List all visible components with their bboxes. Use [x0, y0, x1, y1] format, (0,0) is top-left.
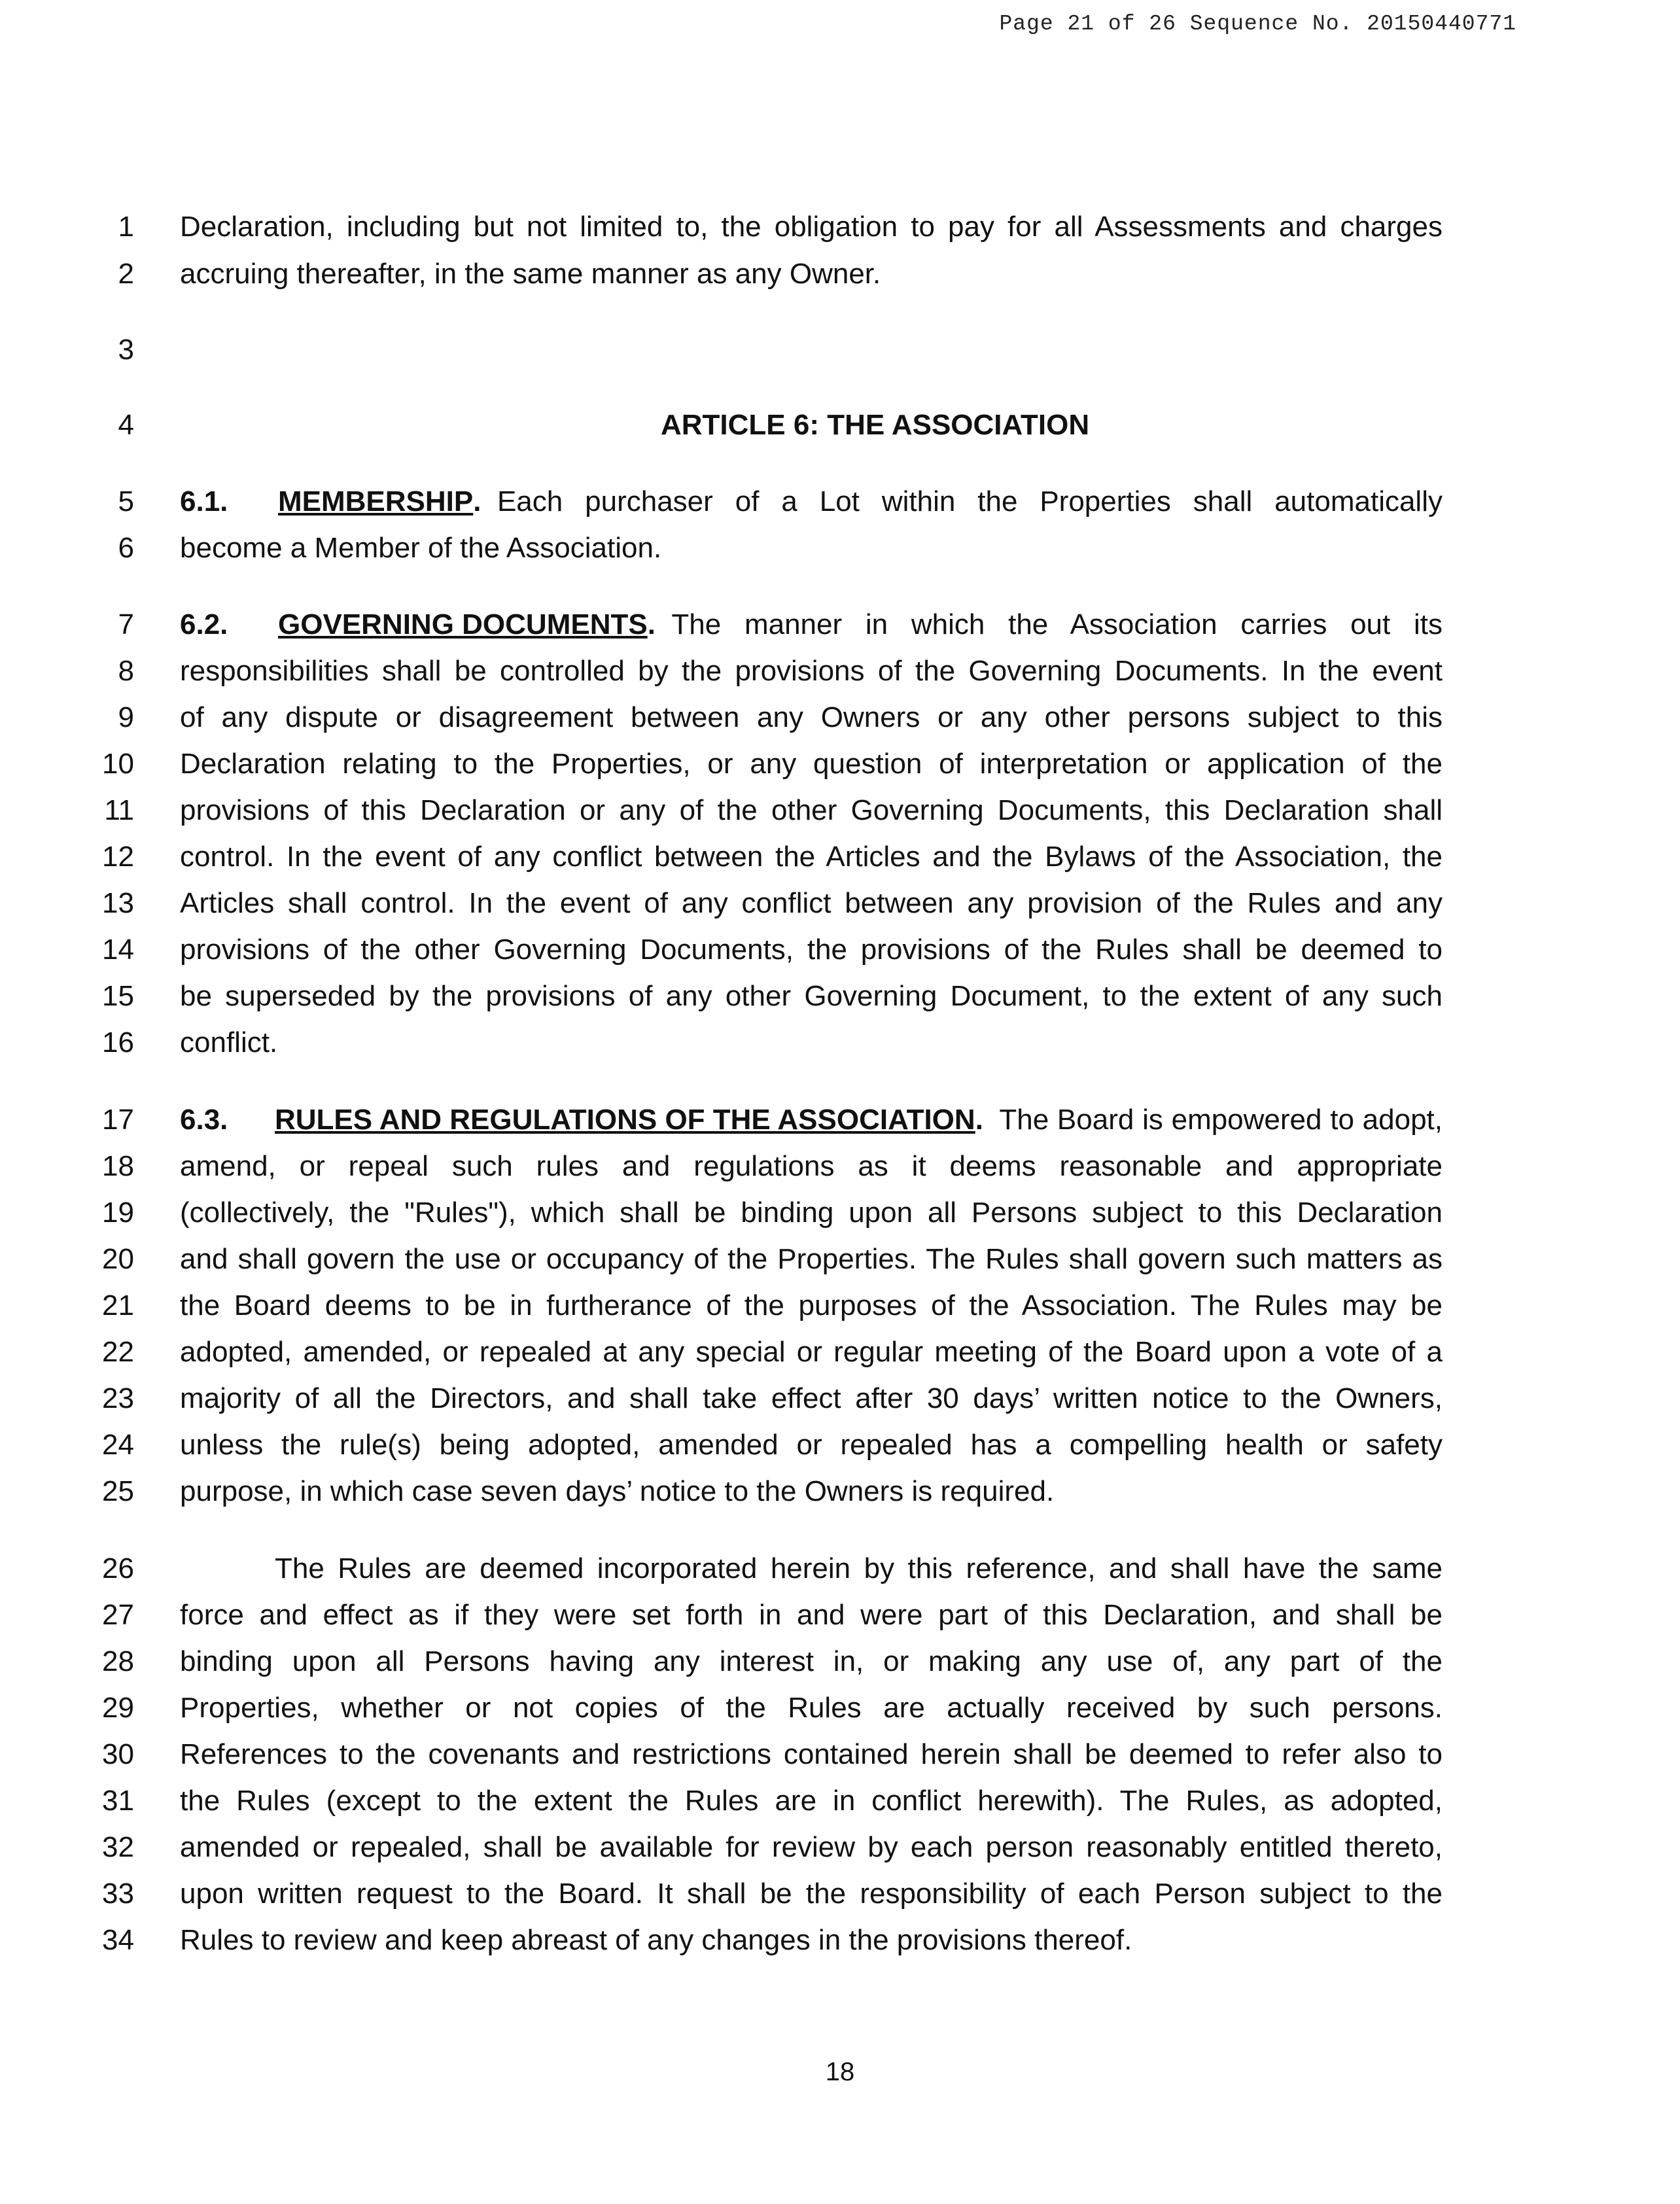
line-number: 31 — [102, 1785, 134, 1817]
document-line — [0, 1778, 1680, 1824]
document-line — [0, 1190, 1680, 1236]
line-text: the Board deems to be in furtherance of the purposes of the Association. The Rules may be — [180, 1289, 1443, 1321]
document-line — [0, 1283, 1680, 1329]
document-line — [0, 1825, 1680, 1870]
document-line — [0, 1422, 1680, 1468]
document-line — [0, 1592, 1680, 1638]
line-text: force and effect as if they were set forth in and were part of this Declaration, and shall be — [180, 1599, 1443, 1631]
line-number: 4 — [118, 409, 134, 441]
document-line — [0, 741, 1680, 787]
section-title: GOVERNING DOCUMENTS — [278, 608, 648, 640]
line-text: unless the rule(s) being adopted, amended or repealed has a compelling health or safety — [180, 1429, 1443, 1461]
line-number: 29 — [102, 1692, 134, 1724]
line-number: 33 — [102, 1878, 134, 1910]
line-text: of any dispute or disagreement between any Owners or any other persons subject to this — [180, 701, 1443, 733]
line-number: 22 — [102, 1336, 134, 1368]
line-text: Rules to review and keep abreast of any changes in the provisions thereof. — [180, 1924, 1132, 1956]
section-line — [180, 1097, 1443, 1143]
line-number: 9 — [118, 701, 134, 733]
document-line — [0, 1917, 1680, 1963]
line-number: 15 — [102, 980, 134, 1012]
line-text: become a Member of the Association. — [180, 532, 662, 564]
section-text: The Board is empowered to adopt, — [999, 1104, 1443, 1136]
line-text: provisions of this Declaration or any of the other Governing Documents, this Declaration shall — [180, 794, 1443, 826]
document-line — [0, 648, 1680, 694]
line-text: Declaration, including but not limited to, the obligation to pay for all Assessments and charges — [180, 211, 1443, 243]
line-number: 34 — [102, 1924, 134, 1956]
line-text: conflict. — [180, 1026, 278, 1058]
line-number: 1 — [118, 211, 134, 243]
document-line — [0, 1097, 1680, 1143]
line-number: 23 — [102, 1382, 134, 1414]
line-number: 30 — [102, 1738, 134, 1770]
line-number: 27 — [102, 1599, 134, 1631]
line-number: 24 — [102, 1429, 134, 1461]
document-line — [0, 1546, 1680, 1592]
document-line — [0, 1020, 1680, 1066]
line-number: 17 — [102, 1104, 134, 1136]
line-number: 2 — [118, 258, 134, 290]
line-text: The Rules are deemed incorporated herein by this reference, and shall have the same — [275, 1552, 1443, 1584]
section-text: The manner in which the Association carries out its — [671, 608, 1443, 640]
line-text: References to the covenants and restrictions contained herein shall be deemed to refer also to — [180, 1738, 1443, 1770]
line-text: adopted, amended, or repealed at any special or regular meeting of the Board upon a vote of a — [180, 1336, 1443, 1368]
line-number: 11 — [104, 794, 134, 826]
section-title-period: . — [975, 1104, 1000, 1136]
document-line — [0, 525, 1680, 571]
line-text: the Rules (except to the extent the Rules are in conflict herewith). The Rules, as adopted, — [180, 1785, 1443, 1817]
section-text: Each purchaser of a Lot within the Properties shall automatically — [497, 485, 1443, 517]
line-number: 12 — [102, 841, 134, 873]
document-line — [0, 1144, 1680, 1189]
document-line — [0, 695, 1680, 741]
section-line — [180, 602, 1443, 648]
line-number: 25 — [102, 1475, 134, 1507]
document-line — [0, 1639, 1680, 1685]
document-line — [0, 927, 1680, 973]
document-line — [0, 1685, 1680, 1731]
document-line — [0, 479, 1680, 525]
document-line — [0, 327, 1680, 373]
line-text: and shall govern the use or occupancy of the Properties. The Rules shall govern such matters as — [180, 1243, 1443, 1275]
section-title-period: . — [647, 608, 672, 640]
line-number: 6 — [118, 532, 134, 564]
section-title: RULES AND REGULATIONS OF THE ASSOCIATION — [275, 1104, 975, 1136]
line-text: responsibilities shall be controlled by the provisions of the Governing Documents. In the event — [180, 655, 1443, 687]
line-text: Properties, whether or not copies of the Rules are actually received by such persons. — [180, 1692, 1443, 1724]
line-text: amend, or repeal such rules and regulations as it deems reasonable and appropriate — [180, 1150, 1443, 1182]
line-text: majority of all the Directors, and shall take effect after 30 days’ written notice to the Owners, — [180, 1382, 1443, 1414]
page-header: Page 21 of 26 Sequence No. 20150440771 — [999, 12, 1516, 36]
line-text: Declaration relating to the Properties, or any question of interpretation or application of the — [180, 748, 1443, 780]
line-text: provisions of the other Governing Documents, the provisions of the Rules shall be deemed to — [180, 934, 1443, 966]
line-text: accruing thereafter, in the same manner as any Owner. — [180, 258, 881, 290]
document-line — [0, 204, 1680, 250]
document-line — [0, 402, 1680, 448]
document-line — [0, 1376, 1680, 1422]
line-text: control. In the event of any conflict between the Articles and the Bylaws of the Association, the — [180, 841, 1443, 873]
line-number: 20 — [102, 1243, 134, 1275]
line-number: 3 — [118, 334, 134, 366]
document-line — [0, 1236, 1680, 1282]
document-line — [0, 1329, 1680, 1375]
section-number: 6.1. — [180, 485, 228, 517]
line-number: 32 — [102, 1831, 134, 1863]
line-text: amended or repealed, shall be available for review by each person reasonably entitled thereto, — [180, 1831, 1443, 1863]
line-number: 18 — [102, 1150, 134, 1182]
document-line — [0, 1469, 1680, 1514]
line-text: upon written request to the Board. It shall be the responsibility of each Person subject to the — [180, 1878, 1443, 1910]
document-line — [0, 881, 1680, 926]
document-line — [0, 251, 1680, 297]
document-line — [0, 973, 1680, 1019]
line-number: 13 — [102, 887, 134, 919]
section-title-period: . — [473, 485, 497, 517]
line-number: 21 — [102, 1289, 134, 1321]
line-text: be superseded by the provisions of any other Governing Document, to the extent of any such — [180, 980, 1443, 1012]
line-text: purpose, in which case seven days’ notice to the Owners is required. — [180, 1475, 1055, 1507]
line-text: binding upon all Persons having any interest in, or making any use of, any part of the — [180, 1645, 1443, 1677]
section-number: 6.3. — [180, 1104, 228, 1136]
line-number: 10 — [102, 748, 134, 780]
document-line — [0, 1732, 1680, 1777]
line-number: 5 — [118, 485, 134, 517]
document-line — [0, 788, 1680, 833]
page-number: 18 — [825, 2057, 855, 2086]
line-number: 8 — [118, 655, 134, 687]
line-number: 16 — [102, 1026, 134, 1058]
document-line — [0, 602, 1680, 648]
line-number: 14 — [102, 934, 134, 966]
line-number: 26 — [102, 1552, 134, 1584]
document-line — [0, 834, 1680, 880]
line-number: 19 — [102, 1197, 134, 1229]
line-text: Articles shall control. In the event of any conflict between any provision of the Rules and any — [180, 887, 1443, 919]
line-number: 7 — [118, 608, 134, 640]
article-heading: ARTICLE 6: THE ASSOCIATION — [661, 409, 1090, 441]
section-line — [180, 479, 1443, 525]
line-text: (collectively, the "Rules"), which shall be binding upon all Persons subject to this Declaration — [180, 1197, 1443, 1229]
section-number: 6.2. — [180, 608, 228, 640]
line-number: 28 — [102, 1645, 134, 1677]
section-title: MEMBERSHIP — [278, 485, 474, 517]
document-line — [0, 1871, 1680, 1917]
